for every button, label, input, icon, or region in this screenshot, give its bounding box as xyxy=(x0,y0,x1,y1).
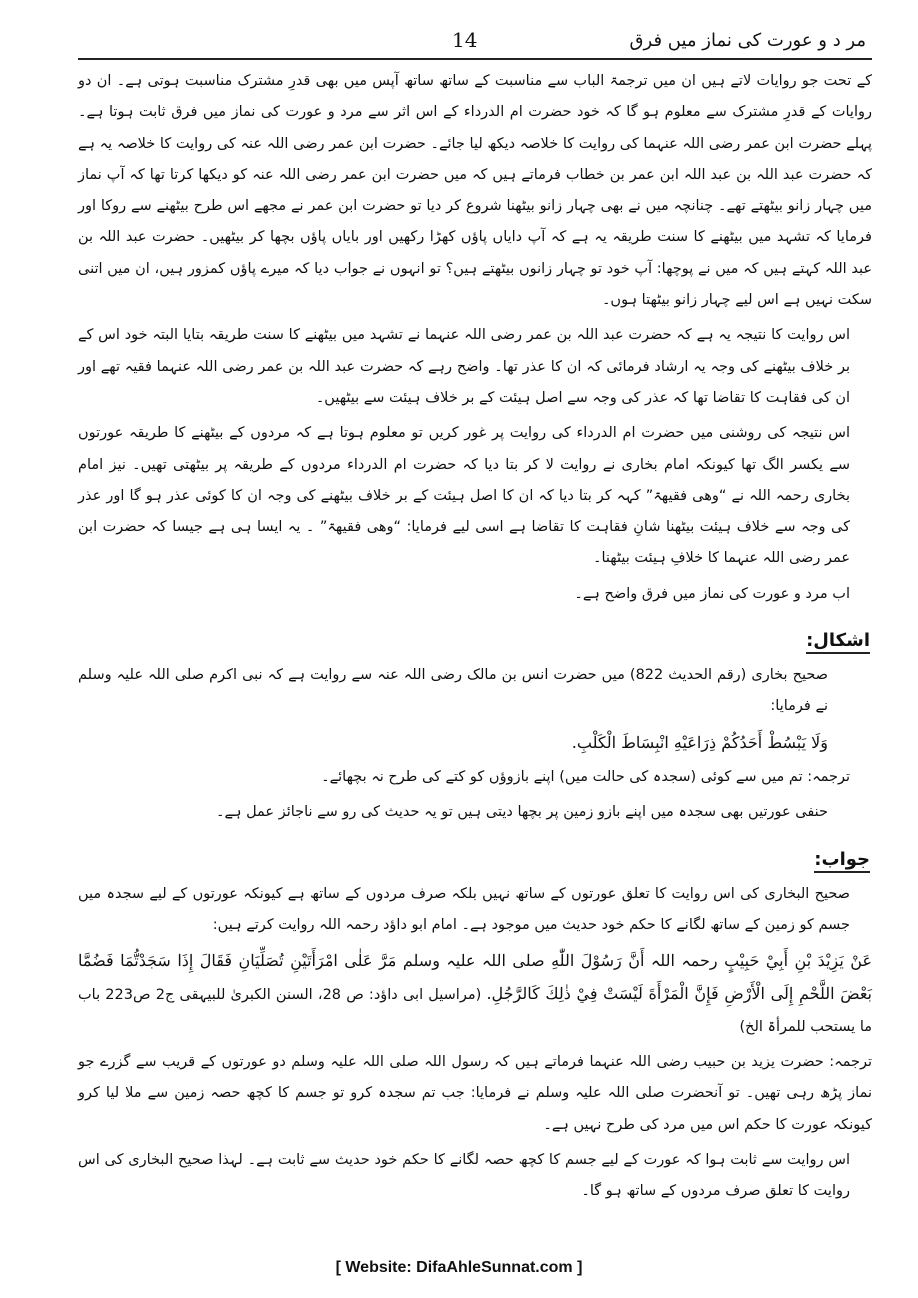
paragraph: اس روایت کا نتیجہ یہ ہے کہ حضرت عبد اللہ بن عمر رضی اللہ عنہما نے تشہد میں بیٹھنے کا سنت طریقہ بتایا البتہ خود اس کے بر خلاف بیٹھنے کی وجہ یہ ارشاد فرمائی کہ ان کا عذر تھا۔ واضح رہے کہ حضرت عبد اللہ بن عمر رضی اللہ عنہما فقیہ تھے اور ان کی فقاہت کا تقاضا تھا کہ عذر کی وجہ سے اصل ہیئت کے بر خلاف ہیئت سے بیٹھیں۔ xyxy=(78,327,850,406)
paragraph: کے تحت جو روایات لاتے ہیں ان میں ترجمۃ الباب سے مناسبت کے ساتھ ساتھ آپس میں بھی قدرِ مشترک مناسبت ہوتی ہے۔ ان دو روایات کے قدرِ مشترک سے معلوم ہو گا کہ خود حضرت ام الدرداء کے اس اثر سے مرد و عورت کی نماز میں فرق ثابت ہوتا ہے۔ پہلے حضرت ابن عمر رضی اللہ عنہما کی روایت کا خلاصہ دیکھ لیا جائے۔ حضرت ابن عمر رضی اللہ عنہ کی روایت کا خلاصہ یہ ہے کہ حضرت عبد اللہ بن عبد اللہ ابن عمر بن خطاب فرماتے ہیں کہ میں حضرت ابن عمر رضی اللہ عنہ کو دیکھا کرتا تھا کہ آپ نماز میں چہار زانو بیٹھتے تھے۔ چنانچہ میں نے بھی چہار زانو بیٹھنا شروع کر دیا تو حضرت ابن عمر نے مجھے اس طرح بیٹھنے سے روکا اور فرمایا کہ تشہد میں بیٹھنے کا سنت طریقہ یہ ہے کہ آپ دایاں پاؤں کھڑا رکھیں اور بایاں پاؤں بچھا کر بیٹھیں۔ حضرت عبد اللہ بن عبد اللہ کہتے ہیں کہ میں نے پوچھا: آپ خود تو چہار زانوں بیٹھتے ہیں؟ تو انہوں نے جواب دیا کہ میرے پاؤں کمزور ہیں، ان میں اتنی سکت نہیں ہے اس لیے چہار زانو بیٹھتا ہوں۔ xyxy=(78,73,872,309)
ishkal-heading-text: اشکال: xyxy=(806,630,870,654)
paragraph: صحیح بخاری (رقم الحدیث 822) میں حضرت انس بن مالک رضی اللہ عنہ سے روایت ہے کہ نبی اکرم صلی اللہ علیہ وسلم نے فرمایا: xyxy=(78,667,828,715)
page-body xyxy=(78,66,872,1212)
arabic-hadith: وَلَا يَبْسُطْ أَحَدُكُمْ ذِرَاعَيْهِ انْبِسَاطَ الْكَلْبِ. xyxy=(571,732,828,752)
ishkal-heading xyxy=(78,624,872,658)
paragraph: اس نتیجہ کی روشنی میں حضرت ام الدرداء کی روایت پر غور کریں تو معلوم ہوتا ہے کہ مردوں کے بیٹھنے کا طریقہ عورتوں سے یکسر الگ تھا کیونکہ امام بخاری نے روایت لا کر بتا دیا کہ حضرت ام الدرداء مردوں کے طریقہ پر بیٹھتی تھیں۔ نیز امام بخاری رحمہ اللہ نے “وھی فقیھۃ” کہہ کر بتا دیا کہ ان کا اصل ہیئت کے بر خلاف بیٹھنے کی وجہ ان کا کوئی عذر ہو گا اور عذر کی وجہ سے خلاف ہیئت بیٹھنا شانِ فقاہت کا تقاضا ہے اسی لیے فرمایا: “وھی فقیھۃ” ۔ یہ ایسا ہی ہے جیسا کہ حضرت ابن عمر رضی اللہ عنہما کا خلافِ ہیئت بیٹھنا۔ xyxy=(78,425,850,567)
arabic-hadith-text: عَنْ يَزِيْدَ بْنِ أَبِيْ حَبِيْبٍ رحمہ اللہ أَنَّ رَسُوْلَ اللّٰهِ صلی اللہ علیہ وسلم مَرَّ عَلٰى امْرَأَتَيْنِ تُصَلِّيَانِ فَقَالَ إِذَا سَجَدْتُّمَا فَضُمَّا بَعْضَ اللَّحْمِ إِلَى الْأَرْضِ فَإِنَّ الْمَرْأَةَ لَيْسَتْ فِيْ ذٰلِكَ كَالرَّجُلِ. xyxy=(78,951,873,1004)
website-footer: [ Website: DifaAhleSunnat.com ] xyxy=(335,1259,583,1276)
running-title: مر د و عورت کی نماز میں فرق xyxy=(629,30,866,51)
translation: ترجمہ: حضرت یزید بن حبیب رضی اللہ عنہما فرماتے ہیں کہ رسول اللہ صلی اللہ علیہ وسلم دو عورتوں کے قریب سے گزرے جو نماز پڑھ رہی تھیں۔ تو آنحضرت صلی اللہ علیہ وسلم نے فرمایا: جب تم سجدہ کرو تو جسم کا کچھ حصہ زمین سے ملا لیا کرو کیونکہ عورت کا حکم اس میں مرد کی طرح نہیں ہے۔ xyxy=(78,1054,872,1133)
jawab-heading xyxy=(78,843,872,877)
paragraph: صحیح البخاری کی اس روایت کا تعلق عورتوں کے ساتھ نہیں بلکہ صرف مردوں کے ساتھ ہے کیونکہ عورتوں کے لیے سجدہ میں جسم کو زمین کے ساتھ لگانے کا حکم خود حدیث میں موجود ہے۔ امام ابو داؤد رحمہ اللہ روایت کرتے ہیں: xyxy=(78,885,850,933)
jawab-heading-text: جواب: xyxy=(814,849,870,873)
paragraph: اس روایت سے ثابت ہوا کہ عورت کے لیے جسم کا کچھ حصہ لگانے کا حکم خود حدیث سے ثابت ہے۔ لہذا صحیح البخاری کی اس روایت کا تعلق صرف مردوں کے ساتھ ہو گا۔ xyxy=(78,1151,850,1200)
page-header xyxy=(78,26,872,60)
arabic-hadith xyxy=(78,945,872,1043)
page-number: 14 xyxy=(452,28,478,52)
paragraph: اب مرد و عورت کی نماز میں فرق واضح ہے۔ xyxy=(574,585,850,602)
translation: ترجمہ: تم میں سے کوئی (سجدہ کی حالت میں) اپنے بازوؤں کو کتے کی طرح نہ بچھائے۔ xyxy=(321,768,850,785)
citation: (مراسیل ابی داؤد: ص 28، السنن الکبریٰ للبیہقی ج2 ص223 باب ما یستحب للمرأۃ الخ) xyxy=(78,987,872,1035)
paragraph: حنفی عورتیں بھی سجدہ میں اپنے بازو زمین پر بچھا دیتی ہیں تو یہ حدیث کی رو سے ناجائز عمل ہے۔ xyxy=(215,804,828,821)
header-rule xyxy=(78,58,872,60)
